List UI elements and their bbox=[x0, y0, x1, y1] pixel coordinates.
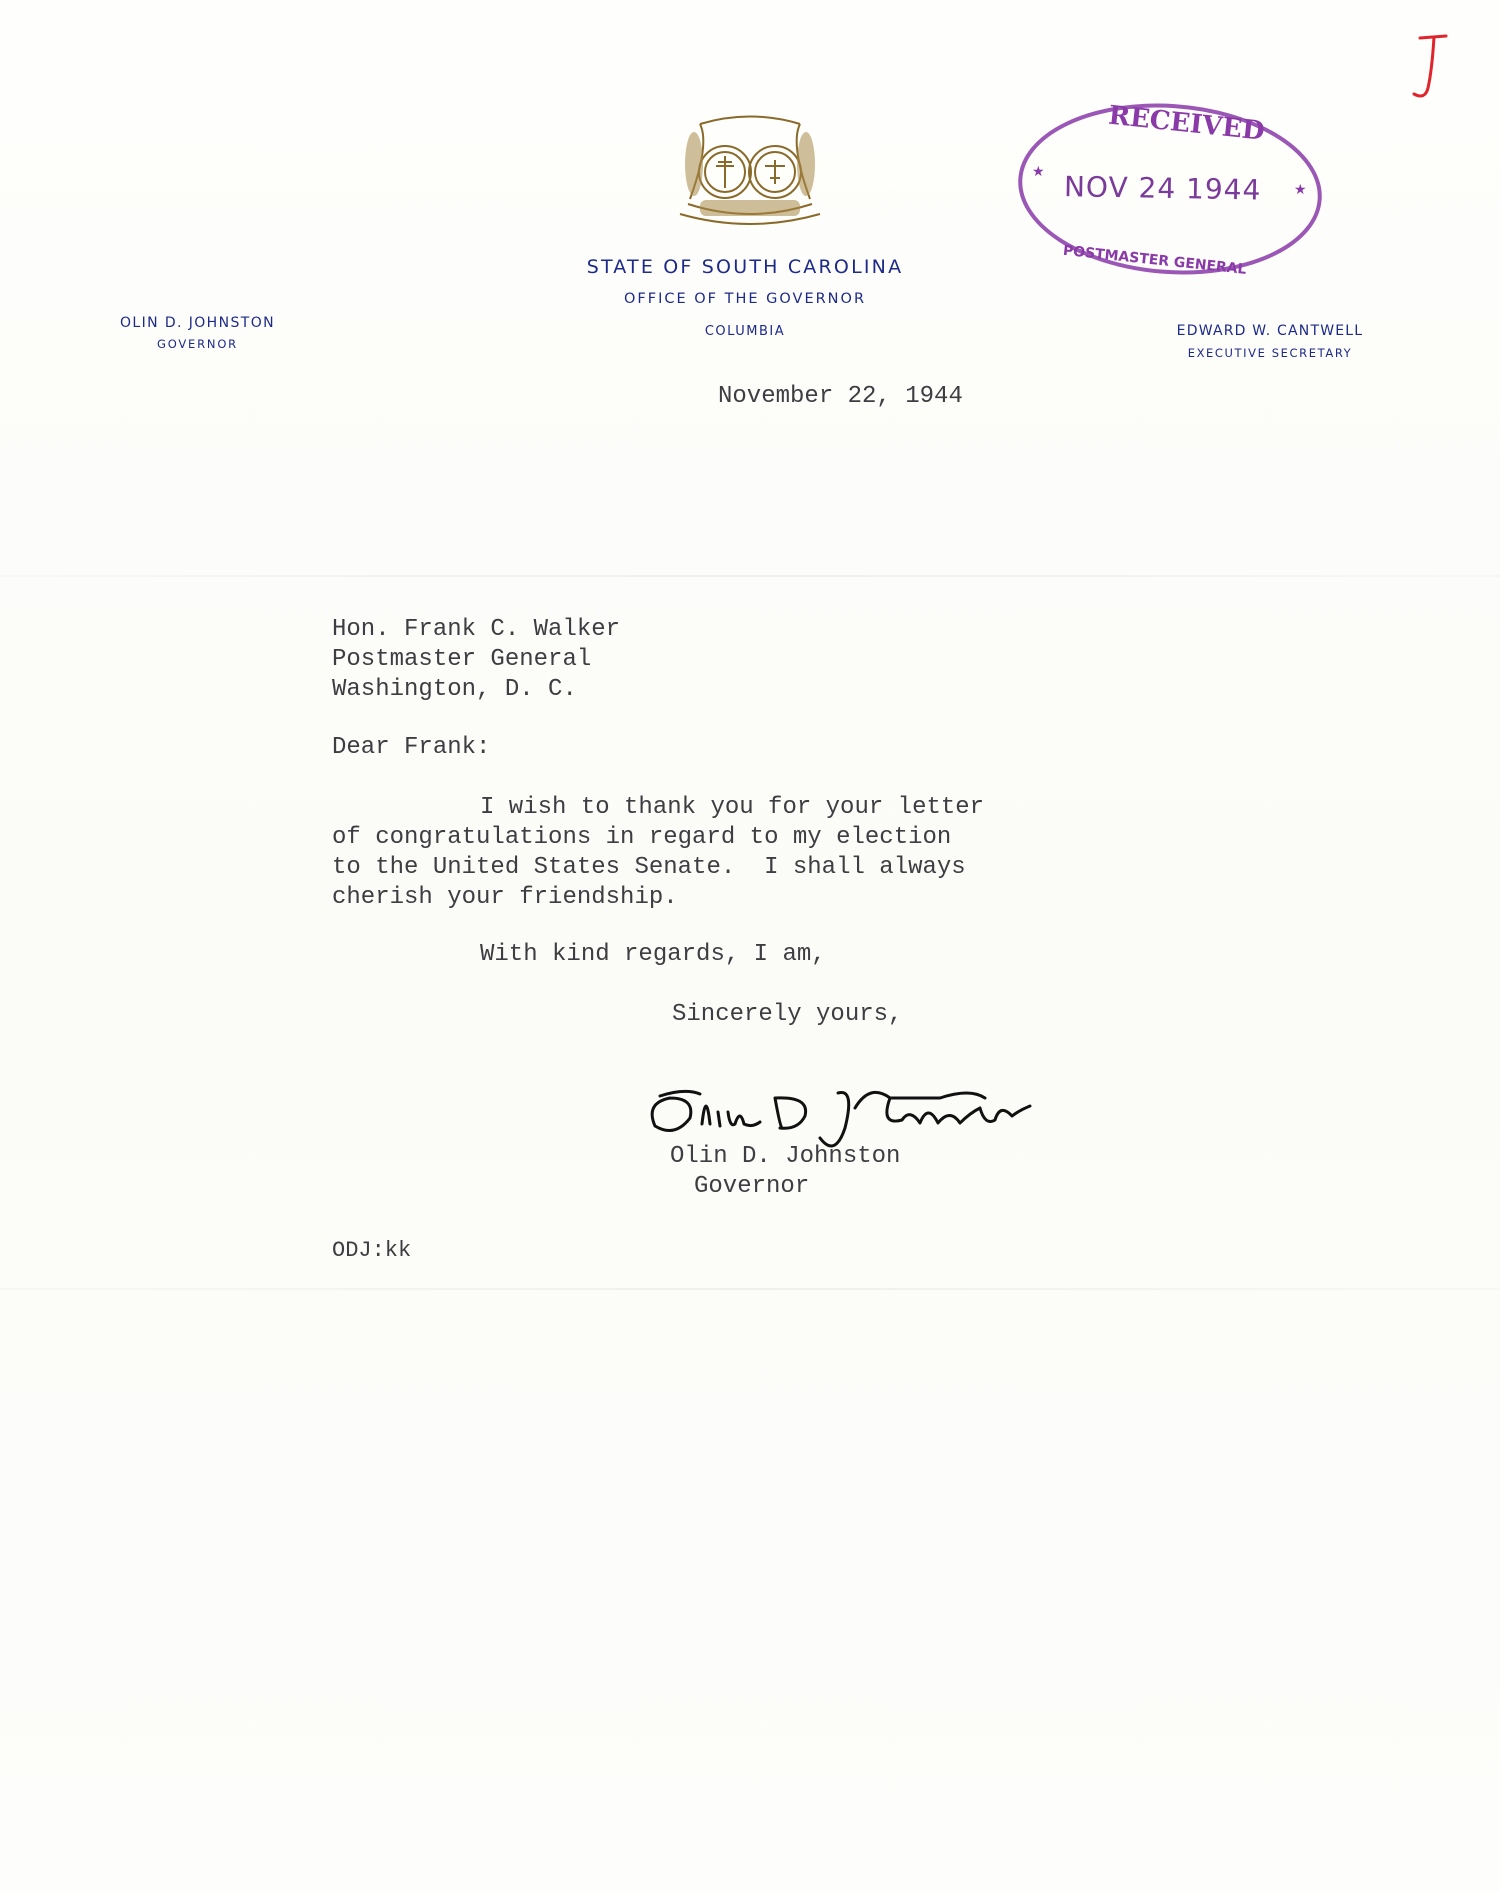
body-line: cherish your friendship. bbox=[332, 884, 678, 911]
red-annotation-mark bbox=[1398, 30, 1458, 110]
governor-title: GOVERNOR bbox=[157, 337, 238, 351]
body-line: of congratulations in regard to my election bbox=[332, 824, 952, 851]
recipient-line-1: Hon. Frank C. Walker bbox=[332, 616, 621, 643]
closing-line: Sincerely yours, bbox=[672, 1001, 903, 1028]
fold-line bbox=[0, 575, 1500, 577]
stamp-date: NOV 24 1944 bbox=[1063, 170, 1262, 207]
governor-name: OLIN D. JOHNSTON bbox=[119, 315, 276, 331]
state-seal-icon bbox=[670, 104, 830, 234]
recipient-line-2: Postmaster General bbox=[332, 646, 592, 673]
salutation: Dear Frank: bbox=[332, 734, 491, 761]
regards-line: With kind regards, I am, bbox=[480, 941, 826, 968]
recipient-line-3: Washington, D. C. bbox=[332, 676, 577, 703]
stamp-footer: POSTMASTER GENERAL bbox=[1062, 242, 1248, 278]
stamp-star-icon: ★ bbox=[1032, 164, 1045, 180]
letterhead-state: STATE OF SOUTH CAROLINA bbox=[586, 256, 904, 278]
letterhead-office: OFFICE OF THE GOVERNOR bbox=[623, 291, 867, 307]
stamp-header: RECEIVED bbox=[1106, 100, 1266, 147]
fold-line bbox=[0, 1288, 1500, 1290]
body-line: I wish to thank you for your letter bbox=[480, 794, 985, 821]
letter-date: November 22, 1944 bbox=[718, 383, 963, 410]
typist-initials: ODJ:kk bbox=[332, 1238, 412, 1263]
secretary-name: EDWARD W. CANTWELL bbox=[1176, 323, 1364, 339]
letterhead-city: COLUMBIA bbox=[704, 324, 786, 339]
signer-title: Governor bbox=[694, 1173, 810, 1200]
body-line: to the United States Senate. I shall always bbox=[332, 854, 966, 881]
signer-name: Olin D. Johnston bbox=[670, 1143, 901, 1170]
stamp-star-icon: ★ bbox=[1294, 182, 1307, 198]
secretary-title: EXECUTIVE SECRETARY bbox=[1187, 346, 1353, 360]
